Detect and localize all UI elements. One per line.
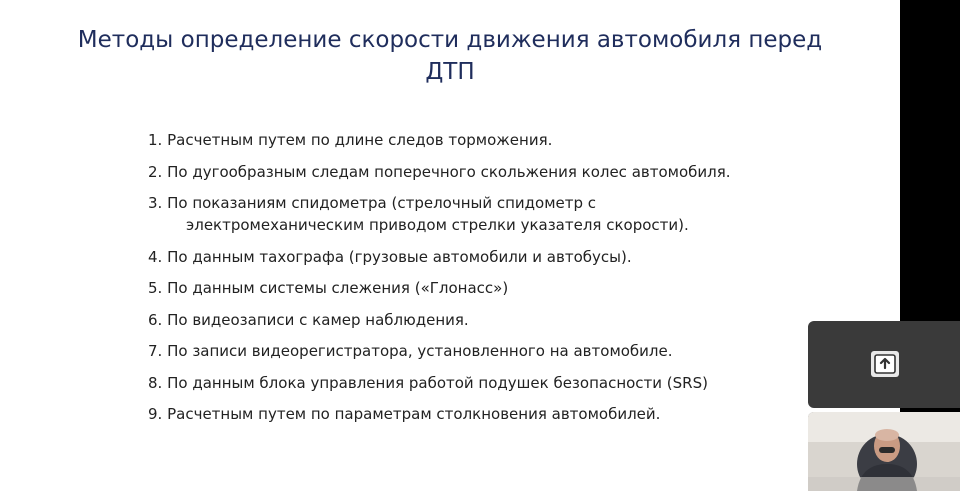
- list-item: [148, 277, 868, 299]
- list-item-text: По записи видеорегистратора, установленного на автомобиле.: [167, 342, 673, 360]
- list-item-number: 6.: [148, 310, 163, 329]
- methods-list: [148, 129, 868, 435]
- list-item: [148, 246, 868, 268]
- list-item-number: 3.: [148, 194, 163, 212]
- list-item-text: По показаниям спидометра (стрелочный спидометр с: [167, 194, 597, 212]
- list-item-number: 1.: [148, 131, 163, 149]
- list-item-number: 8.: [148, 373, 163, 392]
- list-item: [148, 129, 868, 151]
- participant-video-icon: [808, 412, 960, 491]
- list-item: [148, 192, 868, 236]
- list-item-text: По данным тахографа (грузовые автомобили и автобусы).: [167, 247, 632, 266]
- slide-title-line-1: Методы определение скорости движения автомобиля перед: [77, 27, 823, 53]
- list-item-text: По данным блока управления работой подушек безопасности (SRS): [167, 373, 708, 392]
- list-item-number: 4.: [148, 247, 163, 266]
- share-screen-icon: [871, 351, 899, 377]
- list-item: [148, 340, 868, 362]
- list-item-text: По видеозаписи с камер наблюдения.: [167, 310, 469, 329]
- list-item: [148, 309, 868, 331]
- list-item: [148, 372, 868, 394]
- share-screen-button[interactable]: [871, 351, 899, 377]
- list-item-text: Расчетным путем по длине следов торможения.: [167, 131, 553, 149]
- participant-video-tile[interactable]: [808, 412, 960, 491]
- list-item-number: 7.: [148, 342, 163, 360]
- list-item: [148, 403, 868, 425]
- slide-title-line-2: ДТП: [425, 59, 475, 85]
- list-item-number: 5.: [148, 279, 163, 297]
- list-item: [148, 161, 868, 183]
- list-item-number: 2.: [148, 162, 163, 181]
- slide-title: [60, 24, 840, 88]
- list-item-text: Расчетным путем по параметрам столкновения автомобилей.: [167, 405, 661, 423]
- list-item-text: По дугообразным следам поперечного скольжения колес автомобиля.: [167, 162, 731, 181]
- list-item-continuation: электромеханическим приводом стрелки указателя скорости).: [186, 216, 689, 234]
- list-item-text: По данным системы слежения («Глонасс»): [167, 279, 509, 297]
- list-item-number: 9.: [148, 405, 163, 423]
